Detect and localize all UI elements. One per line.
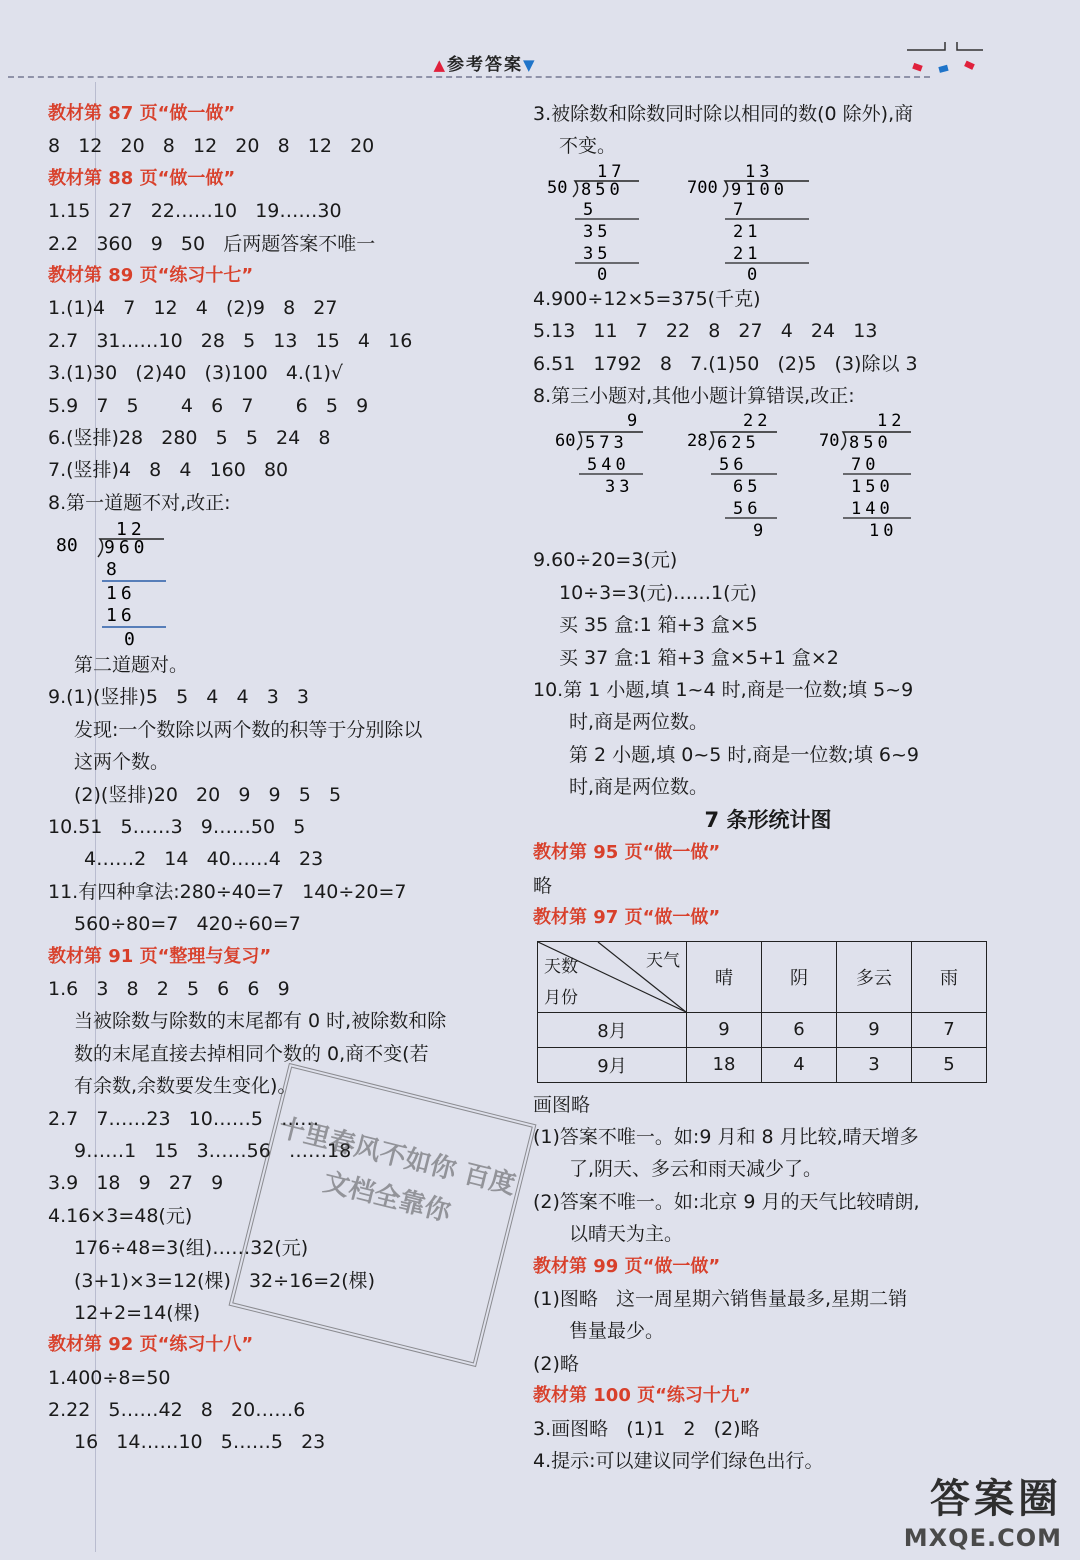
- answer-line: 2.7 31……10 28 5 13 15 4 16: [48, 329, 413, 352]
- table-cell: 9: [687, 1012, 762, 1047]
- answer-line: 16 14……10 5……5 23: [74, 1431, 326, 1454]
- division-divisor: 28: [687, 431, 708, 452]
- division-divisor: 80: [56, 535, 78, 557]
- section-heading: 教材第 95 页“做一做”: [533, 842, 721, 864]
- division-step: 21: [733, 243, 762, 264]
- answer-line: (2)(竖排)20 20 9 9 5 5: [74, 783, 342, 806]
- division-dividend: 960: [104, 537, 149, 559]
- division-dividend: 625: [717, 433, 760, 454]
- table-header-cell: 晴: [687, 941, 762, 1012]
- long-division-60-573: [555, 412, 643, 497]
- answer-line: 176÷48=3(组)……32(元): [74, 1237, 309, 1260]
- section-heading: 教材第 87 页“做一做”: [48, 103, 236, 124]
- answer-line: 了,阴天、多云和雨天减少了。: [569, 1158, 823, 1181]
- table-row: [538, 1012, 987, 1047]
- division-quotient: 12: [116, 519, 146, 541]
- answer-line: 7.(竖排)4 8 4 160 80: [48, 459, 289, 482]
- watermark-url: MXQE.COM: [903, 1524, 1062, 1552]
- division-remainder: 33: [605, 477, 634, 498]
- answer-line: 8 12 20 8 12 20 8 12 20: [48, 135, 375, 158]
- answer-line: 560÷80=7 420÷60=7: [74, 913, 301, 936]
- answer-line: 1.400÷8=50: [48, 1366, 171, 1389]
- answer-line: 以晴天为主。: [569, 1223, 684, 1246]
- long-division-row-1: [547, 163, 847, 283]
- answer-line: 3.(1)30 (2)40 (3)100 4.(1)√: [48, 362, 343, 385]
- answer-line: (1)答案不唯一。如:9 月和 8 月比较,晴天增多: [533, 1126, 919, 1149]
- table-cell: 3: [837, 1047, 912, 1082]
- answer-line: (2)略: [533, 1352, 579, 1375]
- division-step: 16: [106, 583, 136, 605]
- header-dashed-rule: [8, 76, 930, 78]
- division-step: 70: [851, 455, 880, 476]
- answer-line: 买 37 盒:1 箱+3 盒×5+1 盒×2: [559, 646, 839, 669]
- answer-line: 第 2 小题,填 0~5 时,商是一位数;填 6~9: [569, 743, 919, 766]
- answer-line: 8.第一道题不对,改正:: [48, 491, 231, 514]
- answer-line: 4.16×3=48(元): [48, 1204, 193, 1227]
- answer-line: (3+1)×3=12(棵) 32÷16=2(棵): [74, 1269, 376, 1292]
- answer-line: 9.(1)(竖排)5 5 4 4 3 3: [48, 686, 309, 709]
- table-header-cell: 阴: [762, 941, 837, 1012]
- answer-line: 4.900÷12×5=375(千克): [533, 287, 761, 310]
- division-step: 21: [733, 221, 762, 242]
- chapter-title: 7 条形统计图: [704, 808, 832, 833]
- section-heading: 教材第 88 页“做一做”: [48, 167, 236, 189]
- division-step: 16: [106, 605, 136, 627]
- right-column: [533, 98, 1003, 1477]
- table-corner-cell: [538, 941, 687, 1012]
- section-heading: 教材第 92 页“练习十八”: [48, 1334, 254, 1356]
- answer-line: 发现:一个数除以两个数的积等于分别除以: [74, 718, 423, 741]
- division-step: 56: [733, 499, 762, 520]
- long-division-row-2: [555, 412, 975, 544]
- answer-line: 不变。: [559, 135, 617, 158]
- answer-line: 略: [533, 874, 553, 897]
- section-heading: 教材第 97 页“做一做”: [533, 907, 721, 929]
- table-header-cell: 多云: [837, 941, 912, 1012]
- table-cell: 5: [912, 1047, 987, 1082]
- answer-line: 10.51 5……3 9……50 5: [48, 816, 306, 839]
- division-step: 35: [583, 221, 612, 242]
- stamp-watermark: 十里春风不如你 百度文档全靠你: [229, 1063, 537, 1367]
- division-dividend: 850: [849, 433, 892, 454]
- division-quotient: 12: [877, 412, 906, 432]
- answer-line: 5.13 11 7 22 8 27 4 24 13: [533, 320, 878, 343]
- answer-line: 2.22 5……42 8 20……6: [48, 1399, 306, 1422]
- long-division-700-9100: [687, 163, 809, 283]
- division-step: 65: [733, 477, 762, 498]
- division-quotient: 9: [627, 412, 638, 432]
- answer-line: (1)图略 这一周星期六销售量最多,星期二销: [533, 1287, 908, 1310]
- division-quotient: 22: [743, 412, 772, 432]
- division-step: 150: [851, 477, 894, 498]
- header-title: 参考答案: [447, 55, 523, 75]
- long-division-28-625: [687, 412, 777, 541]
- corner-label-weather: 天气: [646, 950, 680, 971]
- answer-line: 第二道题对。: [74, 654, 189, 677]
- table-cell: 4: [762, 1047, 837, 1082]
- answer-line: 当被除数与除数的末尾都有 0 时,被除数和除: [74, 1010, 447, 1033]
- table-cell: 7: [912, 1012, 987, 1047]
- table-cell: 18: [687, 1047, 762, 1082]
- corner-label-month: 月份: [544, 987, 578, 1008]
- division-dividend: 9100: [731, 179, 788, 200]
- answer-line: 1.(1)4 7 12 4 (2)9 8 27: [48, 297, 338, 320]
- long-division-50-850: [547, 163, 639, 283]
- division-quotient: 13: [745, 162, 774, 182]
- answer-line: 4……2 14 40……4 23: [84, 848, 324, 871]
- division-divisor: 60: [555, 431, 576, 452]
- table-cell: 9: [837, 1012, 912, 1047]
- division-divisor: 50: [547, 177, 568, 198]
- table-row: [538, 1047, 987, 1082]
- triangle-down-icon: ▼: [523, 56, 537, 74]
- section-heading: 教材第 99 页“做一做”: [533, 1255, 721, 1277]
- answer-line: 1.15 27 22……10 19……30: [48, 200, 342, 223]
- answer-line: 4.提示:可以建议同学们绿色出行。: [533, 1449, 824, 1472]
- division-step: 8: [106, 559, 117, 581]
- answer-line: 2.2 360 9 50 后两题答案不唯一: [48, 232, 376, 255]
- section-heading: 教材第 100 页“练习十九”: [533, 1385, 751, 1407]
- section-heading: 教材第 89 页“练习十七”: [48, 264, 254, 286]
- long-division-70-850: [819, 412, 911, 541]
- division-step: 56: [719, 455, 748, 476]
- answer-line: 时,商是两位数。: [569, 776, 709, 799]
- table-header-cell: 雨: [912, 941, 987, 1012]
- division-remainder: 0: [747, 264, 758, 283]
- answer-line: 3.被除数和除数同时除以相同的数(0 除外),商: [533, 103, 914, 125]
- answer-line: 画图略: [533, 1093, 591, 1116]
- division-dividend: 850: [581, 179, 624, 200]
- division-quotient: 17: [597, 162, 626, 182]
- division-step: 5: [583, 199, 594, 220]
- section-heading: 教材第 91 页“整理与复习”: [48, 945, 272, 967]
- division-remainder: 9: [753, 521, 764, 542]
- corner-label-days: 天数: [544, 956, 578, 977]
- answer-line: 12+2=14(棵): [74, 1301, 201, 1324]
- answer-line: (2)答案不唯一。如:北京 9 月的天气比较晴朗,: [533, 1190, 920, 1213]
- answer-line: 9……1 15 3……56 ……18: [74, 1139, 352, 1162]
- answer-line: 3.画图略 (1)1 2 (2)略: [533, 1417, 760, 1440]
- answer-line: 9.60÷20=3(元): [533, 549, 678, 572]
- division-step: 540: [587, 455, 630, 476]
- answer-line: 时,商是两位数。: [569, 711, 709, 734]
- answer-line: 这两个数。: [74, 751, 170, 774]
- watermark-logo: 答案圈: [930, 1476, 1062, 1522]
- answer-line: 1.6 3 8 2 5 6 6 9: [48, 977, 290, 1000]
- table-cell-month: 9月: [538, 1047, 687, 1082]
- answer-line: 11.有四种拿法:280÷40=7 140÷20=7: [48, 880, 407, 903]
- table-cell: 6: [762, 1012, 837, 1047]
- table-header-row: [538, 941, 987, 1012]
- answer-line: 售量最少。: [569, 1320, 665, 1343]
- weather-table: [537, 941, 987, 1083]
- page-header: [410, 50, 560, 75]
- answer-line: 2.7 7……23 10……5 ……: [48, 1107, 320, 1130]
- division-remainder: 0: [597, 264, 608, 283]
- long-division-80-960: [54, 519, 254, 649]
- answer-line: 10÷3=3(元)……1(元): [559, 581, 757, 604]
- division-dividend: 573: [585, 433, 628, 454]
- answer-line: 6.(竖排)28 280 5 5 24 8: [48, 426, 331, 449]
- division-remainder: 0: [124, 629, 135, 650]
- answer-line: 6.51 1792 8 7.(1)50 (2)5 (3)除以 3: [533, 352, 918, 375]
- answer-line: 3.9 18 9 27 9: [48, 1172, 224, 1195]
- answer-line: 10.第 1 小题,填 1~4 时,商是一位数;填 5~9: [533, 678, 914, 701]
- corner-decoration-icon: [905, 40, 985, 90]
- table-cell-month: 8月: [538, 1012, 687, 1047]
- division-step: 35: [583, 243, 612, 264]
- division-step: 140: [851, 499, 894, 520]
- answer-line: 有余数,余数要发生变化)。: [74, 1075, 297, 1098]
- division-divisor: 70: [819, 431, 840, 452]
- answer-line: 5.9 7 5 4 6 7 6 5 9: [48, 394, 369, 417]
- answer-line: 8.第三小题对,其他小题计算错误,改正:: [533, 384, 855, 407]
- triangle-up-icon: ▲: [433, 56, 447, 74]
- division-remainder: 10: [869, 521, 898, 542]
- division-divisor: 700: [687, 177, 718, 198]
- answer-line: 数的末尾直接去掉相同个数的 0,商不变(若: [74, 1042, 429, 1065]
- division-step: 7: [733, 199, 744, 220]
- answer-line: 买 35 盒:1 箱+3 盒×5: [559, 614, 758, 637]
- site-watermark: [904, 1467, 1062, 1552]
